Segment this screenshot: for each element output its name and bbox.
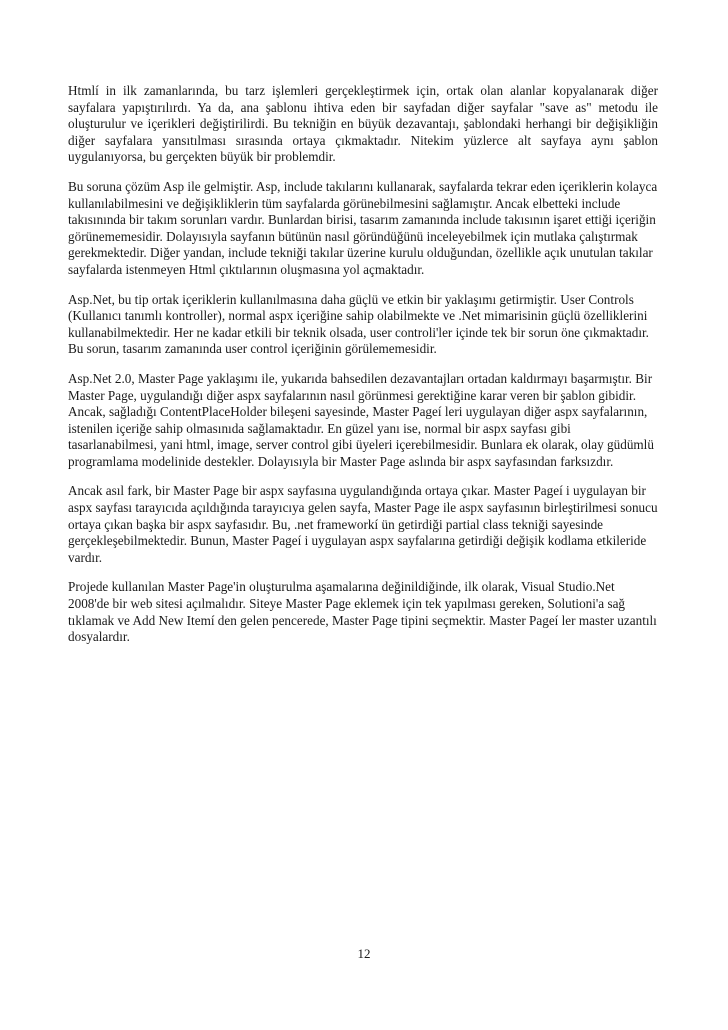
paragraph-project-master-page: Projede kullanılan Master Page'in oluşturulma aşamalarına değinildiğinde, ilk olarak, Visual Studio.Net 2008'de bir web sitesi açılmalıdır. Siteye Master Page eklemek için tek yapılması gereken, Solutioni'a sağ tıklamak ve Add New Itemí den gelen pencerede, Master Page tipini seçmektir. Master Pageí ler master uzantılı dosyalardır. [68,579,657,645]
document-body [68,83,658,659]
paragraph-master-page-intro: Asp.Net 2.0, Master Page yaklaşımı ile, yukarıda bahsedilen dezavantajları ortadan kaldırmayı başarmıştır. Bir Master Page, uygulandığı diğer aspx sayfalarının nasıl görünmesi gerektiğine karar veren bir şablon gibidir. Ancak, sağladığı ContentPlaceHolder bileşeni sayesinde, Master Pageí leri uygulayan diğer aspx sayfalarının, istenilen içeriğe sahip olmasınıda sağlamaktadır. En güzel yanı ise, normal bir aspx sayfası gibi tasarlanabilmesi, yani html, image, server control gibi üyeleri içerebilmesidir. Bunlara ek olarak, olay güdümlü programlama modelinide destekler. Dolayısıyla bir Master Page aslında bir aspx sayfasından farksızdır. [68,370,654,469]
paragraph-user-controls: Asp.Net, bu tip ortak içeriklerin kullanılmasına daha güçlü ve etkin bir yaklaşımı getirmiştir. User Controls (Kullanıcı tanımlı kontroller), normal aspx içeriğine sahip olabilmekte ve .Net mimarisinin güçlü özelliklerini kullanabilmektedir. Her ne kadar etkili bir teknik olsada, user controli'ler içinde tek bir sorun öne çıkmaktadır. Bu sorun, tasarım zamanında user control içeriğinin görülememesidir. [68,291,649,357]
paragraph-master-page-difference: Ancak asıl fark, bir Master Page bir aspx sayfasına uygulandığında ortaya çıkar. Master Pageí i uygulayan bir aspx sayfası tarayıcıda açıldığında tarayıcıya gelen sayfa, Master Page ile aspx sayfasının birleştirilmesi sonucu ortaya çıkan başka bir aspx sayfasıdır. Bu, .net frameworkí ün getirdiği partial class tekniği sayesinde gerçekleşebilmektedir. Bunun, Master Pageí i uygulayan aspx sayfalarına getirdiği değişik kodlama etkileride vardır. [68,483,658,565]
paragraph-asp-include: Bu soruna çözüm Asp ile gelmiştir. Asp, include takılarını kullanarak, sayfalarda tekrar eden içeriklerin kolayca kullanılabilmesini ve değişikliklerin tüm sayfalarda görünebilmesini sağlamıştır. Ancak elbetteki include takısınında bir takım sorunları vardır. Bunlardan birisi, tasarım zamanında include takısının işaret ettiği içeriğin görünememesidir. Dolayısıyla sayfanın bütünün nasıl göründüğünü inceleyebilmek için mutlaka çalıştırmak gerekmektedir. Diğer yandan, include tekniği takılar üzerine kurulu olduğundan, özellikle açık unutulan takılar sayfalarda istenmeyen Html çıktılarının oluşmasına yol açmaktadır. [68,178,658,277]
paragraph-html-history: Htmlí in ilk zamanlarında, bu tarz işlemleri gerçekleştirmek için, ortak olan alanlar kopyalanarak diğer sayfalara yapıştırılırdı. Ya da, ana şablonu ihtiva eden bir sayfadan diğer sayfalar "save as" metodu ile oluşturulur ve içerikleri değiştirilirdi. Bu tekniğin en büyük dezavantajı, şablondaki herhangi bir değişikliğin diğer sayfalara yansıtılması sırasında ortaya çıkmaktadır. Nitekim yüzlerce alt sayfaya aynı şablon uygulanıyorsa, bu gerçekten büyük bir problemdir. [68,83,658,165]
page-number: 12 [357,946,371,961]
